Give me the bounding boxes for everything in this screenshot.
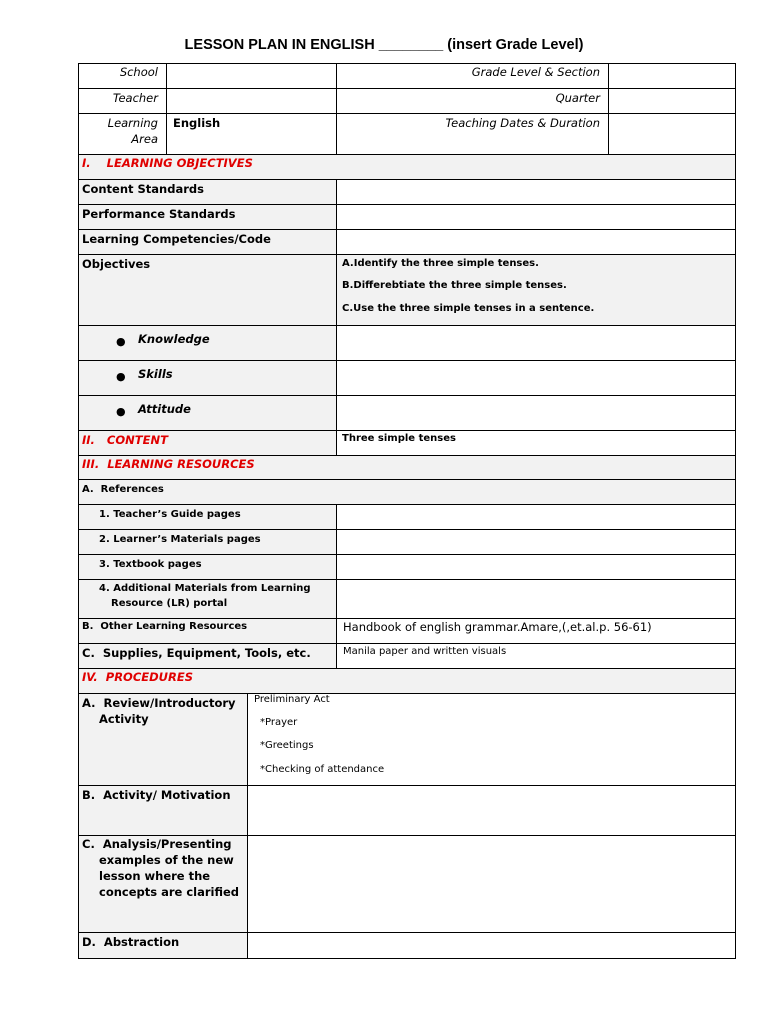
competencies-label: Learning Competencies/Code <box>82 232 271 246</box>
school-label: School <box>119 65 158 79</box>
content-standards-label: Content Standards <box>82 182 204 196</box>
review-label-1: A. Review/Introductory <box>82 696 236 710</box>
review-label-2: Activity <box>99 712 149 726</box>
analysis-label: lesson where the <box>99 869 211 883</box>
knowledge-label: Knowledge <box>138 332 210 346</box>
quarter-field[interactable] <box>609 89 736 113</box>
performance-standards-label: Performance Standards <box>82 207 236 221</box>
row-learners-materials <box>78 530 736 555</box>
teacher-label: Teacher <box>112 91 158 105</box>
row-knowledge <box>78 326 736 361</box>
section-learning-resources <box>78 456 736 480</box>
additional-materials-label-1: 4. Additional Materials from Learning <box>99 583 311 594</box>
textbook-field[interactable] <box>337 555 736 579</box>
bullet-icon: ● <box>116 370 126 383</box>
section-objectives-heading: I. LEARNING OBJECTIVES <box>82 156 253 170</box>
quarter-label: Quarter <box>555 91 600 105</box>
teaching-dates-label: Teaching Dates & Duration <box>445 116 600 130</box>
other-resources-value: Handbook of english grammar.Amare,(,et.al.p. 56-61) <box>343 620 652 634</box>
activity-label: B. Activity/ Motivation <box>82 788 231 802</box>
row-performance-standards <box>78 205 736 230</box>
objective-item: A.Identify the three simple tenses. <box>342 258 539 269</box>
content-standards-field[interactable] <box>337 180 736 204</box>
objective-item: B.Differebtiate the three simple tenses. <box>342 280 567 291</box>
learning-area-label-2: Area <box>131 132 158 146</box>
bullet-icon: ● <box>116 405 126 418</box>
row-abstraction <box>78 933 736 959</box>
row-content-standards <box>78 180 736 205</box>
section-procedures <box>78 669 736 694</box>
teaching-dates-field[interactable] <box>609 114 736 154</box>
objective-item: C.Use the three simple tenses in a sentence. <box>342 303 595 314</box>
section-content-heading: II. CONTENT <box>82 433 168 447</box>
teacher-field[interactable] <box>167 89 337 113</box>
row-teacher <box>78 89 736 114</box>
learners-materials-label: 2. Learner’s Materials pages <box>99 534 261 545</box>
other-resources-label: B. Other Learning Resources <box>82 621 248 632</box>
attitude-label: Attitude <box>138 402 191 416</box>
row-review <box>78 694 736 786</box>
row-school <box>78 63 736 89</box>
row-objectives <box>78 255 736 326</box>
row-competencies <box>78 230 736 255</box>
analysis-label: concepts are clarified <box>99 885 240 899</box>
section-procedures-heading: IV. PROCEDURES <box>82 670 193 684</box>
row-additional-materials <box>78 580 736 619</box>
skills-label: Skills <box>138 367 173 381</box>
row-attitude <box>78 396 736 431</box>
row-teachers-guide <box>78 505 736 530</box>
analysis-label: C. Analysis/Presenting <box>82 837 232 851</box>
section-resources-heading: III. LEARNING RESOURCES <box>82 457 255 471</box>
content-value: Three simple tenses <box>342 433 456 444</box>
row-activity <box>78 786 736 836</box>
teachers-guide-label: 1. Teacher’s Guide pages <box>99 509 241 520</box>
review-line: *Greetings <box>260 740 314 751</box>
skills-field[interactable] <box>337 361 736 395</box>
row-analysis <box>78 836 736 933</box>
row-skills <box>78 361 736 396</box>
learning-area-value: English <box>173 116 221 130</box>
review-line: Preliminary Act <box>254 694 330 705</box>
row-supplies <box>78 644 736 669</box>
section-learning-objectives <box>78 155 736 180</box>
attitude-field[interactable] <box>337 396 736 430</box>
teachers-guide-field[interactable] <box>337 505 736 529</box>
bullet-icon: ● <box>116 335 126 348</box>
knowledge-field[interactable] <box>337 326 736 360</box>
activity-field[interactable] <box>248 786 736 835</box>
learning-area-label-1: Learning <box>107 116 158 130</box>
page-title: LESSON PLAN IN ENGLISH ________ (insert Grade Level) <box>184 37 584 53</box>
learners-materials-field[interactable] <box>337 530 736 554</box>
supplies-value: Manila paper and written visuals <box>343 646 507 657</box>
grade-level-field[interactable] <box>609 63 736 88</box>
objectives-label: Objectives <box>82 257 151 271</box>
competencies-field[interactable] <box>337 230 736 254</box>
row-content <box>78 431 736 456</box>
supplies-label: C. Supplies, Equipment, Tools, etc. <box>82 646 311 660</box>
references-label: A. References <box>82 484 164 495</box>
school-field[interactable] <box>167 63 337 88</box>
analysis-field[interactable] <box>248 836 736 932</box>
abstraction-field[interactable] <box>248 933 736 959</box>
row-textbook <box>78 555 736 580</box>
row-learning-area <box>78 114 736 155</box>
abstraction-label: D. Abstraction <box>82 935 180 949</box>
additional-materials-field[interactable] <box>337 580 736 618</box>
analysis-label: examples of the new <box>99 853 234 867</box>
row-references <box>78 480 736 505</box>
performance-standards-field[interactable] <box>337 205 736 229</box>
review-line: *Prayer <box>260 717 298 728</box>
textbook-label: 3. Textbook pages <box>99 559 202 570</box>
review-line: *Checking of attendance <box>260 764 385 775</box>
additional-materials-label-2: Resource (LR) portal <box>111 598 228 609</box>
grade-level-label: Grade Level & Section <box>471 65 600 79</box>
row-other-resources <box>78 619 736 644</box>
